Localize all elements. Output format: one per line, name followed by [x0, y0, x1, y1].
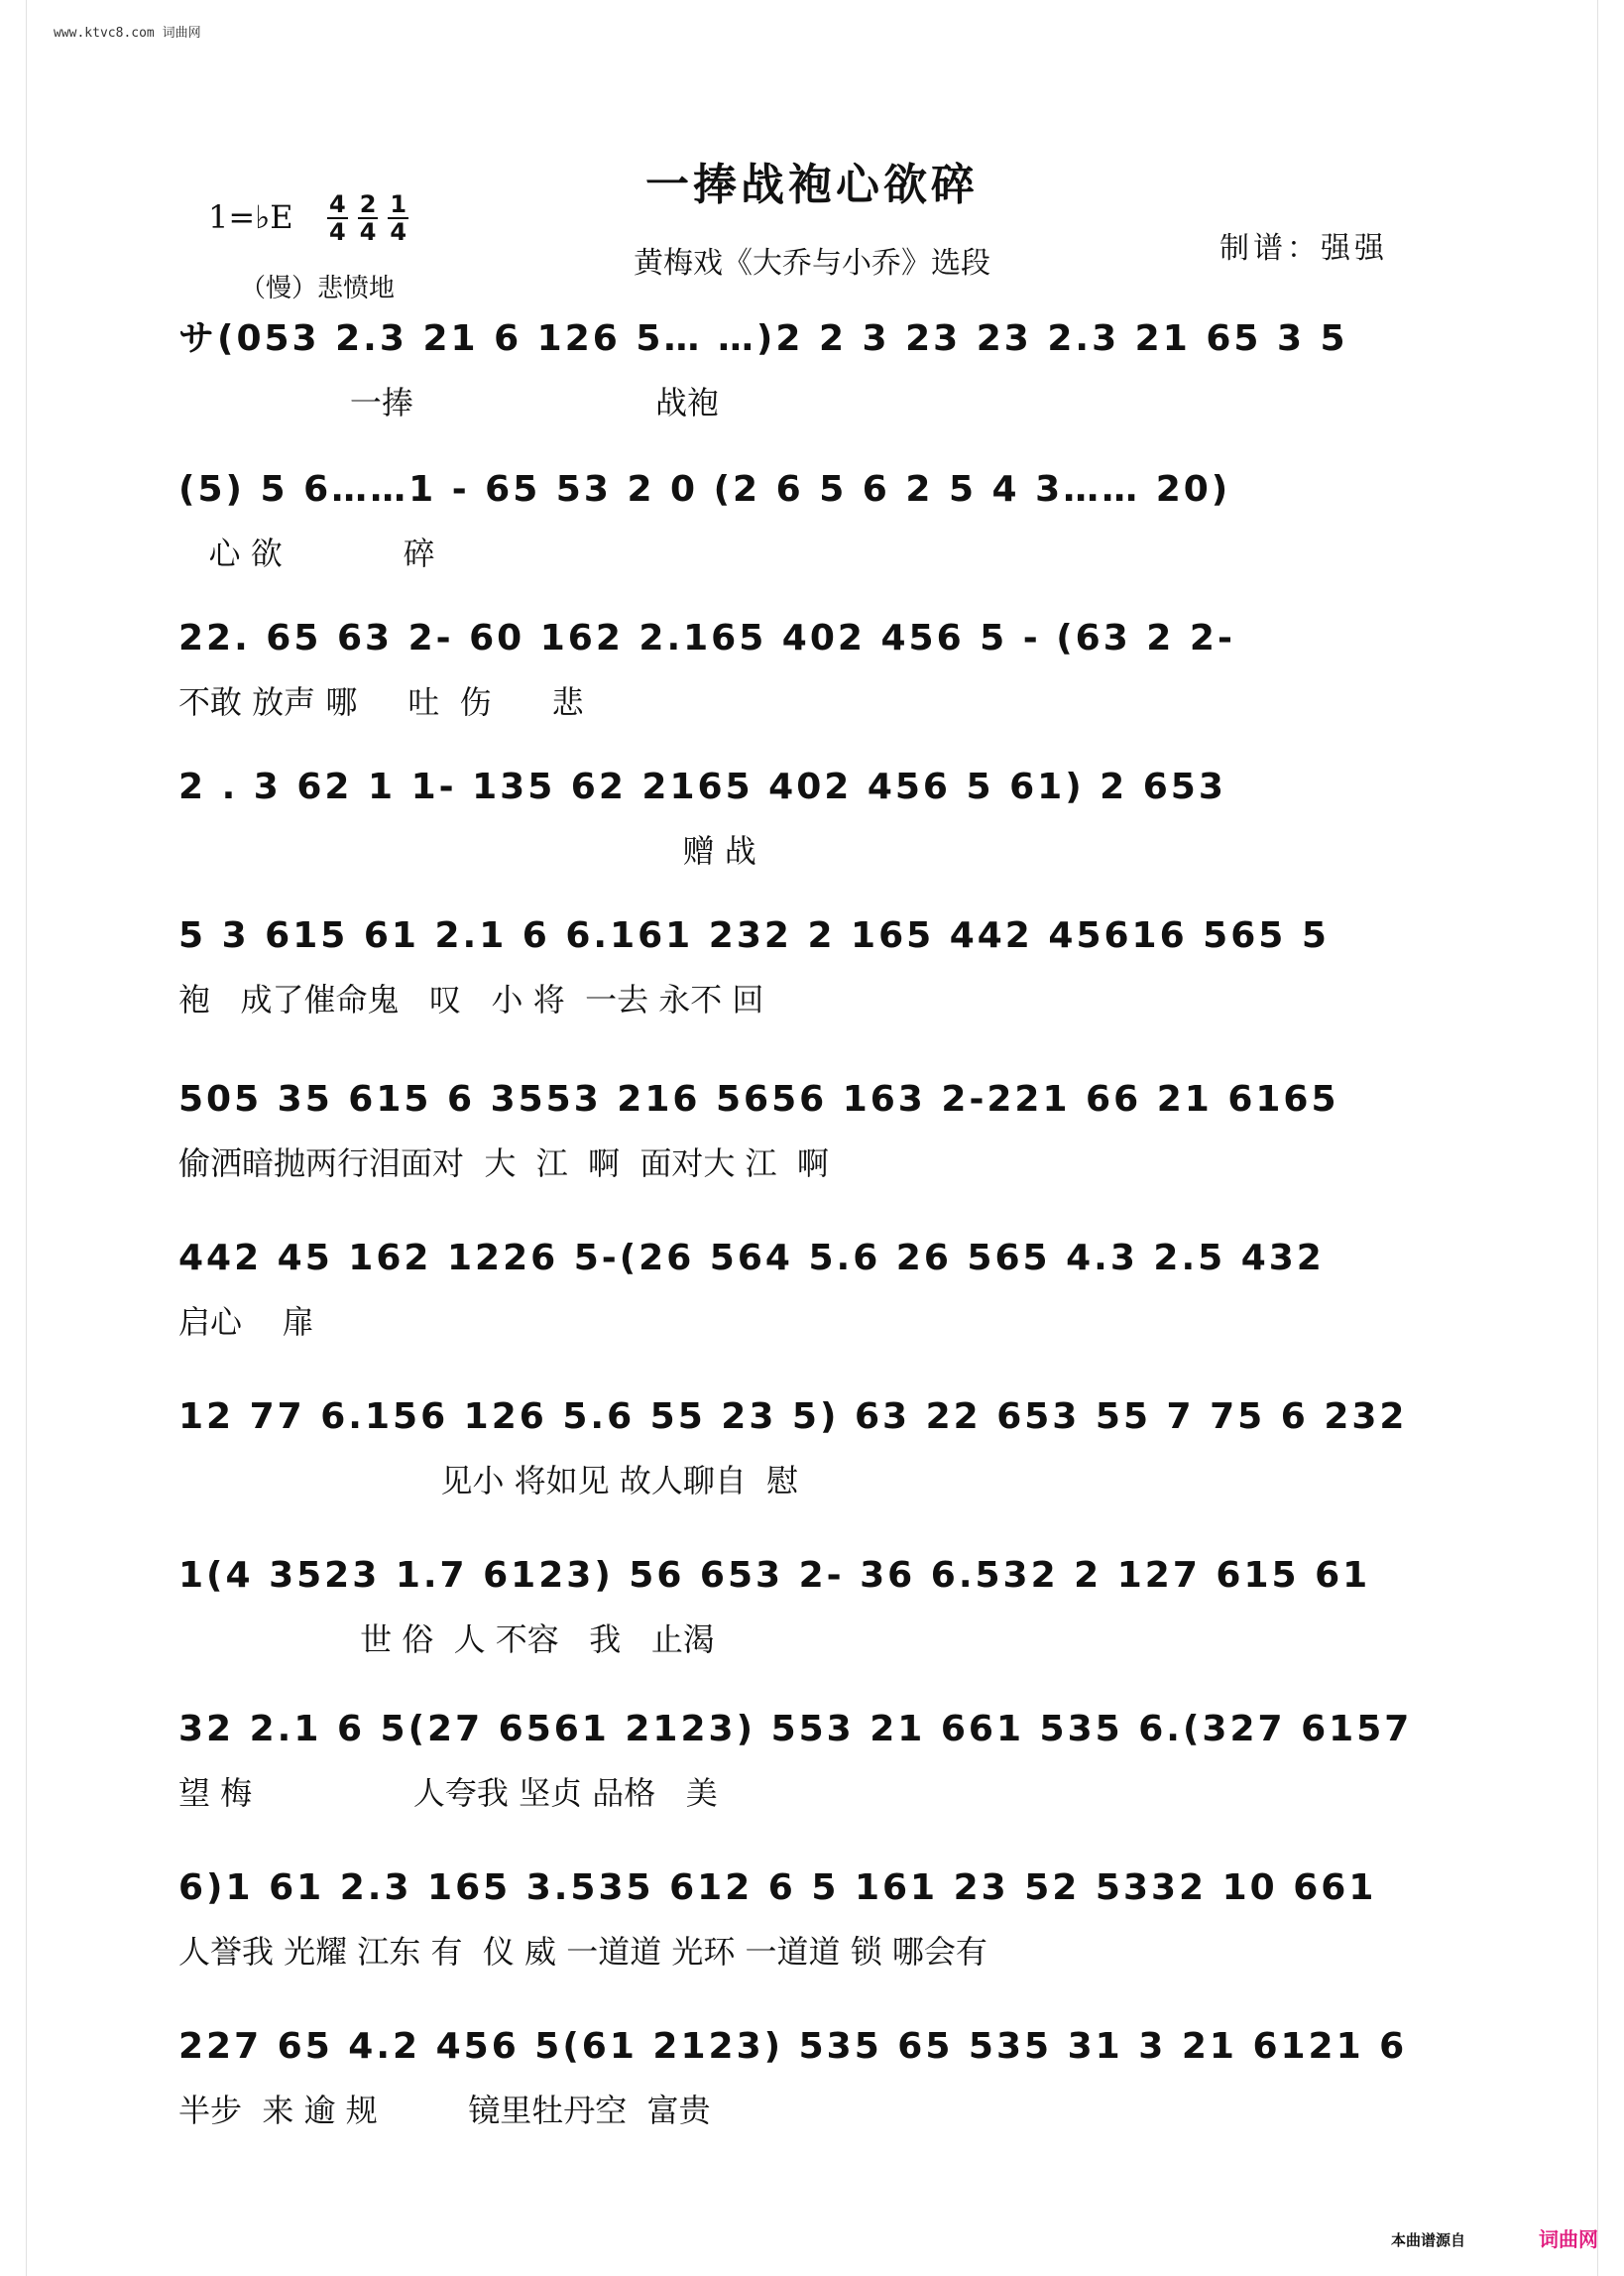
lyrics-line: 赠 战: [178, 832, 756, 870]
notation-line: 1(4 3523 1.7 6123) 56 653 2- 36 6.532 2 127 615 61: [178, 1555, 1371, 1596]
meter-2: $\frac{2}{4}$: [359, 190, 377, 246]
lyrics-line: 偷洒暗抛两行泪面对 大 江 啊 面对大 江 啊: [178, 1144, 829, 1182]
lyrics-line: 启心 扉: [178, 1303, 314, 1341]
score-system: [178, 1076, 1438, 1185]
meter-3: $\frac{1}{4}$: [390, 190, 407, 246]
lyrics-line: 世 俗 人 不容 我 止渴: [178, 1620, 715, 1658]
lyrics-line: 不敢 放声 哪 吐 伤 悲: [178, 683, 584, 721]
song-title: 一捧战袍心欲碎: [645, 160, 979, 210]
notation-line: 12 77 6.156 126 5.6 55 23 5) 63 22 653 55 7 75 6 232: [178, 1396, 1408, 1437]
left-watermark-strip: [0, 0, 27, 2276]
lyrics-line: 一捧 战袍: [178, 384, 720, 421]
key-signature: 1=♭E: [208, 198, 293, 236]
lyrics-line: 心 欲 碎: [178, 535, 435, 572]
score-system: [178, 1235, 1438, 1344]
notation-line: (5) 5 6……1 - 65 53 2 0 (2 6 5 6 2 5 4 3…… 20): [178, 469, 1231, 510]
notation-line: 6)1 61 2.3 165 3.535 612 6 5 161 23 52 5332 10 661: [178, 1867, 1377, 1908]
score-system: [178, 912, 1438, 1021]
score-system: [178, 315, 1438, 424]
arranger-credit: 制谱：强强: [1219, 231, 1388, 266]
notation-line: 32 2.1 6 5(27 6561 2123) 553 21 661 535 6.(327 6157: [178, 1709, 1413, 1749]
score-system: [178, 2023, 1438, 2132]
score-system: [178, 615, 1438, 724]
footer-logo[interactable]: 词曲网: [1539, 2227, 1598, 2251]
score-system: [178, 1864, 1438, 1974]
lyrics-line: 半步 来 逾 规 镜里牡丹空 富贵: [178, 2092, 711, 2129]
notation-line: 227 65 4.2 456 5(61 2123) 535 65 535 31 3 21 6121 6: [178, 2026, 1408, 2067]
notation-line: 2 . 3 62 1 1- 135 62 2165 402 456 5 61) 2 653: [178, 767, 1226, 807]
notation-line: 5 3 615 61 2.1 6 6.161 232 2 165 442 45616 565 5: [178, 915, 1330, 956]
notation-line: 505 35 615 6 3553 216 5656 163 2-221 66 21 6165: [178, 1079, 1339, 1120]
site-url[interactable]: www.ktvc8.com 词曲网: [54, 26, 201, 41]
notation-line: 22. 65 63 2- 60 162 2.165 402 456 5 - (63 2 2-: [178, 618, 1235, 659]
score-system: [178, 1393, 1438, 1502]
tempo-marking: （慢）悲愤地: [240, 274, 396, 303]
score-system: [178, 466, 1438, 575]
score-system: [178, 1552, 1438, 1661]
notation-line: 442 45 162 1226 5-(26 564 5.6 26 565 4.3 2.5 432: [178, 1238, 1325, 1278]
footer-source-note: 本曲谱源自: [1391, 2231, 1466, 2249]
lyrics-line: 人誉我 光耀 江东 有 仪 威 一道道 光环 一道道 锁 哪会有: [178, 1933, 987, 1971]
time-signatures: [327, 191, 408, 245]
score-system: [178, 1706, 1438, 1815]
lyrics-line: 袍 成了催命鬼 叹 小 将 一去 永不 回: [178, 981, 764, 1018]
meter-1: $\frac{4}{4}$: [329, 190, 346, 246]
song-subtitle: 黄梅戏《大乔与小乔》选段: [634, 246, 990, 281]
lyrics-line: 见小 将如见 故人聊自 慰: [178, 1462, 799, 1499]
lyrics-line: 望 梅 人夸我 坚贞 品格 美: [178, 1774, 718, 1812]
score-system: [178, 764, 1438, 873]
right-watermark-strip: [1597, 0, 1624, 2276]
notation-line: サ(053 2.3 21 6 126 5… …)2 2 3 23 23 2.3 21 65 3 5: [178, 318, 1348, 359]
